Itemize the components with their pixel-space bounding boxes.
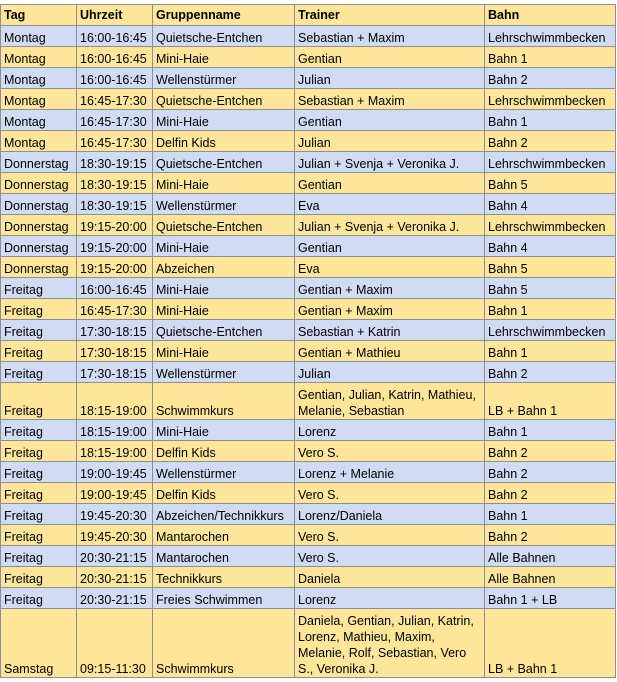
gruppenname-cell: Wellenstürmer: [153, 462, 295, 483]
uhrzeit-cell: 18:30-19:15: [77, 194, 153, 215]
gruppenname-cell: Quietsche-Entchen: [153, 215, 295, 236]
bahn-cell: Bahn 1: [485, 110, 616, 131]
table-row: [1, 362, 616, 383]
uhrzeit-cell: 18:15-19:00: [77, 383, 153, 420]
uhrzeit-cell: 19:15-20:00: [77, 215, 153, 236]
gruppenname-cell: Quietsche-Entchen: [153, 320, 295, 341]
table-row: [1, 546, 616, 567]
tag-cell: Freitag: [1, 588, 77, 609]
bahn-cell: Bahn 2: [485, 483, 616, 504]
gruppenname-cell: Mini-Haie: [153, 420, 295, 441]
trainer-cell: Julian + Svenja + Veronika J.: [295, 215, 485, 236]
tag-cell: Donnerstag: [1, 152, 77, 173]
gruppenname-cell: Mantarochen: [153, 546, 295, 567]
uhrzeit-cell: 19:15-20:00: [77, 257, 153, 278]
bahn-cell: Bahn 2: [485, 462, 616, 483]
trainer-cell: Julian + Svenja + Veronika J.: [295, 152, 485, 173]
tag-cell: Freitag: [1, 441, 77, 462]
bahn-cell: Bahn 1: [485, 47, 616, 68]
table-row: [1, 341, 616, 362]
trainer-cell: Eva: [295, 194, 485, 215]
bahn-cell: Bahn 1: [485, 341, 616, 362]
trainer-cell: Vero S.: [295, 525, 485, 546]
uhrzeit-cell: 16:00-16:45: [77, 278, 153, 299]
bahn-cell: LB + Bahn 1: [485, 383, 616, 420]
uhrzeit-cell: 16:00-16:45: [77, 68, 153, 89]
gruppenname-cell: Schwimmkurs: [153, 609, 295, 678]
tag-cell: Freitag: [1, 341, 77, 362]
tag-cell: Freitag: [1, 299, 77, 320]
table-row: [1, 131, 616, 152]
tag-cell: Freitag: [1, 383, 77, 420]
table-row: [1, 588, 616, 609]
uhrzeit-cell: 18:15-19:00: [77, 420, 153, 441]
tag-cell: Freitag: [1, 483, 77, 504]
trainer-cell: Vero S.: [295, 441, 485, 462]
bahn-cell: Bahn 4: [485, 236, 616, 257]
uhrzeit-cell: 09:15-11:30: [77, 609, 153, 678]
table-row: [1, 110, 616, 131]
tag-cell: Freitag: [1, 525, 77, 546]
tag-cell: Donnerstag: [1, 194, 77, 215]
table-row: [1, 441, 616, 462]
bahn-cell: Bahn 2: [485, 131, 616, 152]
uhrzeit-cell: 16:00-16:45: [77, 26, 153, 47]
gruppenname-cell: Wellenstürmer: [153, 362, 295, 383]
bahn-cell: Bahn 1 + LB: [485, 588, 616, 609]
header-bahn: Bahn: [485, 5, 616, 26]
trainer-cell: Gentian + Maxim: [295, 278, 485, 299]
table-row: [1, 483, 616, 504]
gruppenname-cell: Freies Schwimmen: [153, 588, 295, 609]
bahn-cell: Lehrschwimmbecken: [485, 152, 616, 173]
table-row: [1, 236, 616, 257]
tag-cell: Freitag: [1, 362, 77, 383]
uhrzeit-cell: 16:45-17:30: [77, 89, 153, 110]
uhrzeit-cell: 20:30-21:15: [77, 567, 153, 588]
trainer-cell: Lorenz: [295, 420, 485, 441]
bahn-cell: LB + Bahn 1: [485, 609, 616, 678]
bahn-cell: Bahn 5: [485, 257, 616, 278]
trainer-cell: Sebastian + Maxim: [295, 26, 485, 47]
tag-cell: Freitag: [1, 546, 77, 567]
table-row: [1, 152, 616, 173]
bahn-cell: Bahn 2: [485, 68, 616, 89]
bahn-cell: Lehrschwimmbecken: [485, 320, 616, 341]
header-trainer: Trainer: [295, 5, 485, 26]
tag-cell: Montag: [1, 47, 77, 68]
schedule-table: [0, 4, 616, 678]
table-row: [1, 567, 616, 588]
tag-cell: Montag: [1, 89, 77, 110]
trainer-cell: Gentian + Mathieu: [295, 341, 485, 362]
table-row: [1, 462, 616, 483]
trainer-cell: Lorenz: [295, 588, 485, 609]
tag-cell: Freitag: [1, 320, 77, 341]
bahn-cell: Bahn 2: [485, 362, 616, 383]
uhrzeit-cell: 17:30-18:15: [77, 341, 153, 362]
table-row: [1, 173, 616, 194]
gruppenname-cell: Mini-Haie: [153, 173, 295, 194]
header-gruppenname: Gruppenname: [153, 5, 295, 26]
bahn-cell: Bahn 1: [485, 504, 616, 525]
trainer-cell: Gentian: [295, 47, 485, 68]
tag-cell: Freitag: [1, 504, 77, 525]
uhrzeit-cell: 19:45-20:30: [77, 525, 153, 546]
trainer-cell: Gentian: [295, 236, 485, 257]
table-body: [1, 26, 616, 678]
trainer-cell: Lorenz/Daniela: [295, 504, 485, 525]
tag-cell: Samstag: [1, 609, 77, 678]
trainer-cell: Gentian: [295, 110, 485, 131]
gruppenname-cell: Mini-Haie: [153, 299, 295, 320]
header-row: [1, 5, 616, 26]
header-tag: Tag: [1, 5, 77, 26]
trainer-cell: Sebastian + Maxim: [295, 89, 485, 110]
table-row: [1, 299, 616, 320]
gruppenname-cell: Abzeichen: [153, 257, 295, 278]
gruppenname-cell: Mini-Haie: [153, 236, 295, 257]
trainer-cell: Daniela, Gentian, Julian, Katrin, Lorenz, Mathieu, Maxim, Melanie, Rolf, Sebastian, Vero S., Veronika J.: [295, 609, 485, 678]
bahn-cell: Alle Bahnen: [485, 546, 616, 567]
tag-cell: Freitag: [1, 278, 77, 299]
bahn-cell: Bahn 5: [485, 278, 616, 299]
gruppenname-cell: Mini-Haie: [153, 278, 295, 299]
uhrzeit-cell: 20:30-21:15: [77, 546, 153, 567]
table-row: [1, 257, 616, 278]
gruppenname-cell: Mantarochen: [153, 525, 295, 546]
table-row: [1, 420, 616, 441]
table-row: [1, 383, 616, 420]
table-row: [1, 194, 616, 215]
gruppenname-cell: Mini-Haie: [153, 47, 295, 68]
table-row: [1, 609, 616, 678]
trainer-cell: Eva: [295, 257, 485, 278]
trainer-cell: Julian: [295, 131, 485, 152]
gruppenname-cell: Quietsche-Entchen: [153, 89, 295, 110]
tag-cell: Freitag: [1, 567, 77, 588]
uhrzeit-cell: 19:00-19:45: [77, 483, 153, 504]
trainer-cell: Vero S.: [295, 483, 485, 504]
gruppenname-cell: Abzeichen/Technikkurs: [153, 504, 295, 525]
table-row: [1, 68, 616, 89]
trainer-cell: Sebastian + Katrin: [295, 320, 485, 341]
table-row: [1, 47, 616, 68]
uhrzeit-cell: 19:45-20:30: [77, 504, 153, 525]
gruppenname-cell: Schwimmkurs: [153, 383, 295, 420]
trainer-cell: Julian: [295, 362, 485, 383]
gruppenname-cell: Technikkurs: [153, 567, 295, 588]
bahn-cell: Bahn 4: [485, 194, 616, 215]
bahn-cell: Bahn 2: [485, 525, 616, 546]
trainer-cell: Daniela: [295, 567, 485, 588]
uhrzeit-cell: 17:30-18:15: [77, 320, 153, 341]
trainer-cell: Gentian, Julian, Katrin, Mathieu, Melanie, Sebastian: [295, 383, 485, 420]
uhrzeit-cell: 16:45-17:30: [77, 299, 153, 320]
tag-cell: Donnerstag: [1, 257, 77, 278]
tag-cell: Donnerstag: [1, 215, 77, 236]
gruppenname-cell: Quietsche-Entchen: [153, 26, 295, 47]
table-row: [1, 504, 616, 525]
trainer-cell: Julian: [295, 68, 485, 89]
tag-cell: Montag: [1, 131, 77, 152]
gruppenname-cell: Delfin Kids: [153, 131, 295, 152]
bahn-cell: Alle Bahnen: [485, 567, 616, 588]
bahn-cell: Bahn 1: [485, 299, 616, 320]
trainer-cell: Vero S.: [295, 546, 485, 567]
uhrzeit-cell: 18:30-19:15: [77, 152, 153, 173]
table-row: [1, 26, 616, 47]
bahn-cell: Lehrschwimmbecken: [485, 89, 616, 110]
uhrzeit-cell: 16:45-17:30: [77, 110, 153, 131]
bahn-cell: Lehrschwimmbecken: [485, 26, 616, 47]
uhrzeit-cell: 19:15-20:00: [77, 236, 153, 257]
gruppenname-cell: Mini-Haie: [153, 110, 295, 131]
uhrzeit-cell: 18:15-19:00: [77, 441, 153, 462]
tag-cell: Donnerstag: [1, 236, 77, 257]
bahn-cell: Bahn 2: [485, 441, 616, 462]
gruppenname-cell: Mini-Haie: [153, 341, 295, 362]
uhrzeit-cell: 18:30-19:15: [77, 173, 153, 194]
header-uhrzeit: Uhrzeit: [77, 5, 153, 26]
gruppenname-cell: Delfin Kids: [153, 441, 295, 462]
gruppenname-cell: Quietsche-Entchen: [153, 152, 295, 173]
tag-cell: Montag: [1, 110, 77, 131]
gruppenname-cell: Delfin Kids: [153, 483, 295, 504]
tag-cell: Donnerstag: [1, 173, 77, 194]
trainer-cell: Gentian: [295, 173, 485, 194]
trainer-cell: Gentian + Maxim: [295, 299, 485, 320]
table-row: [1, 320, 616, 341]
tag-cell: Montag: [1, 68, 77, 89]
table-row: [1, 215, 616, 236]
table-row: [1, 89, 616, 110]
gruppenname-cell: Wellenstürmer: [153, 194, 295, 215]
trainer-cell: Lorenz + Melanie: [295, 462, 485, 483]
uhrzeit-cell: 17:30-18:15: [77, 362, 153, 383]
uhrzeit-cell: 19:00-19:45: [77, 462, 153, 483]
tag-cell: Freitag: [1, 420, 77, 441]
table-row: [1, 525, 616, 546]
uhrzeit-cell: 16:45-17:30: [77, 131, 153, 152]
uhrzeit-cell: 16:00-16:45: [77, 47, 153, 68]
bahn-cell: Bahn 5: [485, 173, 616, 194]
tag-cell: Montag: [1, 26, 77, 47]
bahn-cell: Bahn 1: [485, 420, 616, 441]
uhrzeit-cell: 20:30-21:15: [77, 588, 153, 609]
gruppenname-cell: Wellenstürmer: [153, 68, 295, 89]
tag-cell: Freitag: [1, 462, 77, 483]
bahn-cell: Lehrschwimmbecken: [485, 215, 616, 236]
table-row: [1, 278, 616, 299]
